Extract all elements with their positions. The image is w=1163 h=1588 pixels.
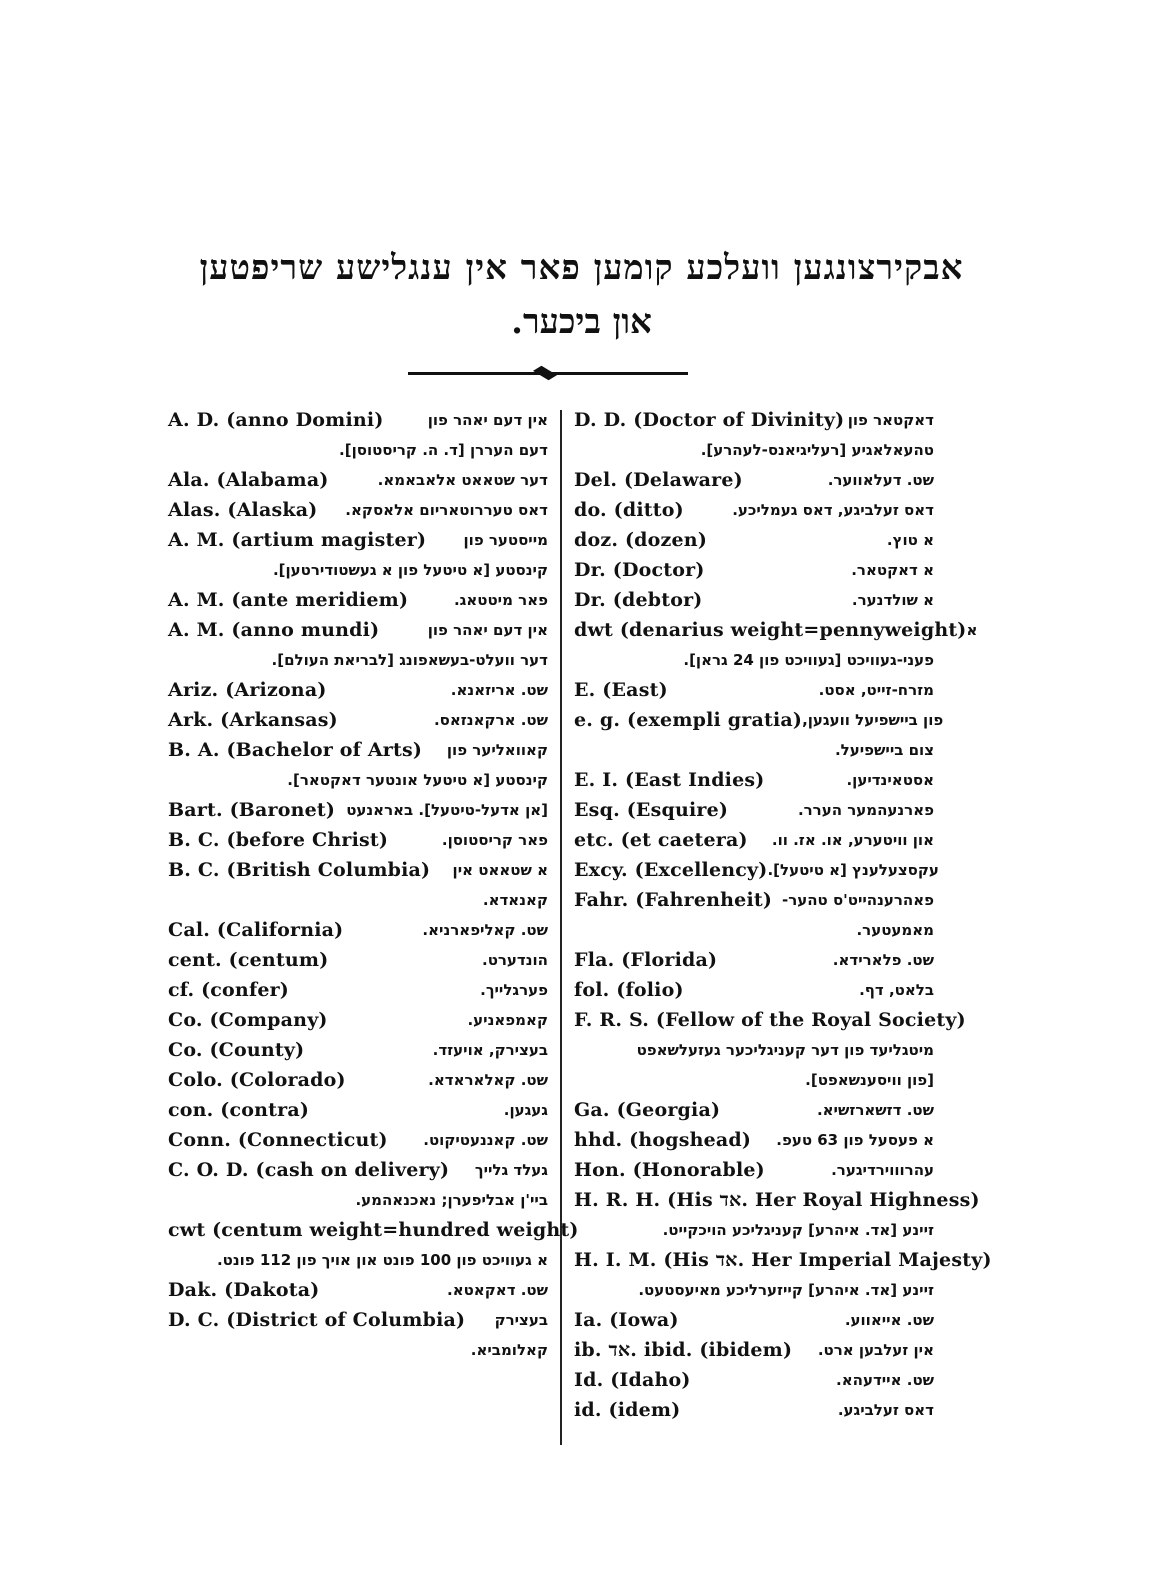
abbreviation-entry — [574, 885, 934, 945]
abbreviation-entry — [168, 615, 548, 675]
yiddish-definition: פון ביישפיעל וועגען, — [802, 711, 944, 729]
abbreviation-entry — [574, 585, 934, 615]
abbreviation-entry — [574, 855, 939, 885]
abbreviation-term: Conn. (Connecticut) — [168, 1129, 388, 1151]
yiddish-definition: בלאט, דף. — [859, 981, 934, 999]
entry-line — [574, 615, 978, 645]
abbreviation-entry — [168, 945, 548, 975]
abbreviation-term: B. A. (Bachelor of Arts) — [168, 739, 423, 761]
definition-continuation: קאנאדא. — [482, 891, 548, 909]
entry-line — [574, 795, 934, 825]
entry-line — [168, 1035, 548, 1065]
entry-line — [168, 585, 548, 615]
abbreviation-term: A. M. (ante meridiem) — [168, 589, 409, 611]
abbreviation-term: Ia. (Iowa) — [574, 1309, 679, 1331]
abbreviation-term: hhd. (hogshead) — [574, 1129, 752, 1151]
abbreviation-term: Cal. (California) — [168, 919, 344, 941]
definition-continuation: מיטגליעד פון דער קעניגליכער געזעלשאפט — [636, 1041, 934, 1059]
abbreviation-term: ib. אד. ibid. (ibidem) — [574, 1338, 793, 1361]
yiddish-definition: שט. פלארידא. — [832, 951, 934, 969]
entry-line — [574, 1365, 934, 1395]
abbreviation-term: do. (ditto) — [574, 499, 684, 521]
left-column — [168, 405, 579, 1365]
rule-diamond-ornament — [533, 366, 557, 380]
abbreviation-term: E. (East) — [574, 679, 668, 701]
yiddish-definition: שט. קאלאראדא. — [428, 1071, 548, 1089]
abbreviation-term: Del. (Delaware) — [574, 469, 743, 491]
yiddish-definition: און וויטערע, או. אז. וו. — [771, 831, 934, 849]
entry-line — [574, 765, 934, 795]
abbreviation-entry — [574, 945, 934, 975]
abbreviation-entry — [574, 1335, 934, 1365]
abbreviation-term: B. C. (British Columbia) — [168, 859, 431, 881]
entry-line — [574, 1125, 934, 1155]
abbreviation-term: Hon. (Honorable) — [574, 1159, 765, 1181]
yiddish-definition: אסטאינדיען. — [846, 771, 934, 789]
definition-continuation: טהעאלאגיע [רעליגיאנס-לעהרע]. — [700, 441, 934, 459]
yiddish-definition: שט. דעלאווער. — [827, 471, 934, 489]
yiddish-definition: פאר קריסטוסן. — [441, 831, 548, 849]
abbreviation-entry — [168, 735, 548, 795]
abbreviation-term: H. R. H. (His אד. Her Royal Highness) — [574, 1188, 980, 1211]
abbreviation-entry — [168, 585, 548, 615]
definition-continuation: קינסטע [א טיטעל אונטער דאקטאר]. — [287, 771, 548, 789]
page-title: אבקירצונגען וועלכע קומען פאר אין ענגלישע שריפטען — [199, 248, 964, 288]
entry-line — [574, 1095, 934, 1125]
definition-continuation: א געוויכט פון 100 פונט און אויך פון 112 פונט. — [216, 1251, 548, 1269]
yiddish-definition: פאר מיטטאג. — [453, 591, 548, 609]
abbreviation-term: Ariz. (Arizona) — [168, 679, 327, 701]
abbreviation-entry — [574, 405, 934, 465]
entry-line — [574, 1185, 980, 1215]
entry-line — [574, 825, 934, 855]
definition-continuation: זיינע [אד. איהרע] קייזערליכע מאיעסטעט. — [638, 1281, 934, 1299]
yiddish-definition: דאס זעלביגע. — [837, 1401, 934, 1419]
entry-line — [168, 1155, 548, 1185]
definition-continuation: פעני-געוויכט [געוויכט פון 24 גראן]. — [683, 651, 934, 669]
entry-line — [168, 1095, 548, 1125]
abbreviation-entry — [168, 975, 548, 1005]
abbreviation-term: B. C. (before Christ) — [168, 829, 389, 851]
yiddish-definition: א שולדנער. — [851, 591, 934, 609]
entry-line — [168, 945, 548, 975]
yiddish-definition: שט. אייאווע. — [844, 1311, 934, 1329]
entry-line — [168, 705, 548, 735]
abbreviation-entry — [574, 555, 934, 585]
abbreviation-entry — [168, 825, 548, 855]
yiddish-definition: עהרוווירדיגער. — [831, 1161, 934, 1179]
abbreviation-term: Dak. (Dakota) — [168, 1279, 320, 1301]
abbreviation-entry — [574, 1005, 966, 1095]
abbreviation-term: Excy. (Excellency) — [574, 859, 768, 881]
entry-line — [574, 525, 934, 555]
abbreviation-entry — [168, 525, 548, 585]
yiddish-definition: שט. איידעהא. — [836, 1371, 934, 1389]
yiddish-definition: שט. ארקאנזאס. — [433, 711, 548, 729]
abbreviation-term: C. O. D. (cash on delivery) — [168, 1159, 450, 1181]
abbreviation-term: Colo. (Colorado) — [168, 1069, 346, 1091]
yiddish-definition: פערגלייך. — [480, 981, 548, 999]
abbreviation-entry — [168, 1275, 548, 1305]
abbreviation-entry — [168, 915, 548, 945]
yiddish-definition: געגען. — [503, 1101, 548, 1119]
entry-line — [168, 1065, 548, 1095]
abbreviation-term: E. I. (East Indies) — [574, 769, 765, 791]
abbreviation-term: H. I. M. (His אד. Her Imperial Majesty) — [574, 1248, 992, 1271]
yiddish-definition: אין דעם יאהר פון — [427, 411, 548, 429]
yiddish-definition: בעצירק — [494, 1311, 548, 1329]
abbreviation-term: Ala. (Alabama) — [168, 469, 329, 491]
entry-line — [168, 735, 548, 765]
abbreviation-entry — [168, 1155, 548, 1215]
abbreviation-term: dwt (denarius weight=pennyweight) — [574, 619, 967, 641]
yiddish-definition: אין זעלבען ארט. — [817, 1341, 934, 1359]
yiddish-definition: א טוץ. — [886, 531, 934, 549]
definition-continuation: דעם העררן [ד. ה. קריסטוסן]. — [339, 441, 548, 459]
ornamental-rule — [408, 372, 688, 375]
abbreviation-term: doz. (dozen) — [574, 529, 708, 551]
abbreviation-entry — [168, 1005, 548, 1035]
abbreviation-term: Ga. (Georgia) — [574, 1099, 721, 1121]
abbreviation-entry — [168, 1125, 548, 1155]
abbreviation-term: Fahr. (Fahrenheit) — [574, 889, 773, 911]
entry-line — [574, 1305, 934, 1335]
entry-line — [168, 825, 548, 855]
abbreviation-entry — [574, 1245, 992, 1305]
yiddish-definition: א פעסעל פון 63 טעפ. — [776, 1131, 934, 1149]
abbreviation-entry — [168, 705, 548, 735]
column-divider — [560, 410, 562, 1445]
entry-line — [168, 1275, 548, 1305]
abbreviation-term: con. (contra) — [168, 1099, 310, 1121]
abbreviation-term: Bart. (Baronet) — [168, 799, 336, 821]
abbreviation-entry — [574, 1365, 934, 1395]
yiddish-definition: פארנעהמער הערר. — [797, 801, 934, 819]
abbreviation-term: A. M. (artium magister) — [168, 529, 427, 551]
entry-line — [168, 855, 548, 885]
abbreviation-term: Co. (Company) — [168, 1009, 328, 1031]
yiddish-definition: מייסטער פון — [463, 531, 548, 549]
entry-line — [574, 855, 939, 885]
abbreviation-term: Alas. (Alaska) — [168, 499, 318, 521]
entry-line — [168, 1215, 579, 1245]
abbreviation-term: A. M. (anno mundi) — [168, 619, 380, 641]
entry-line — [574, 1335, 934, 1365]
abbreviation-term: Fla. (Florida) — [574, 949, 718, 971]
yiddish-definition: בעצירק, אויעזד. — [432, 1041, 548, 1059]
abbreviation-entry — [574, 675, 934, 705]
entry-line — [574, 945, 934, 975]
abbreviation-entry — [574, 705, 944, 765]
yiddish-definition: דער שטאאט אלאבאמא. — [377, 471, 548, 489]
yiddish-definition: שט. דזשארזשיא. — [816, 1101, 934, 1119]
entry-line — [168, 615, 548, 645]
entry-line — [168, 465, 548, 495]
abbreviation-entry — [168, 495, 548, 525]
definition-continuation: קינסטע [א טיטעל פון א געשטודירטען]. — [272, 561, 548, 579]
yiddish-definition: געלד גלייך — [474, 1161, 548, 1179]
yiddish-definition: [אן אדעל-טיטעל]. באראנעט — [346, 801, 548, 819]
abbreviation-entry — [574, 1125, 934, 1155]
entry-line — [574, 885, 934, 915]
abbreviation-term: Ark. (Arkansas) — [168, 709, 338, 731]
definition-continuation: מאמעטער. — [856, 921, 934, 939]
yiddish-definition: דאס טעררוטאריום אלאסקא. — [345, 501, 548, 519]
entry-line — [168, 675, 548, 705]
abbreviation-term: etc. (et caetera) — [574, 829, 748, 851]
abbreviation-entry — [168, 795, 548, 825]
entry-line — [574, 975, 934, 1005]
definition-continuation: צום ביישפיעל. — [834, 741, 934, 759]
entry-line — [574, 555, 934, 585]
abbreviation-entry — [574, 975, 934, 1005]
abbreviation-term: cf. (confer) — [168, 979, 290, 1001]
yiddish-definition: א — [966, 621, 978, 639]
abbreviation-entry — [574, 615, 978, 675]
definition-continuation: קאלומביא. — [470, 1341, 548, 1359]
abbreviation-term: A. D. (anno Domini) — [168, 409, 384, 431]
abbreviation-entry — [574, 1395, 934, 1425]
entry-line — [574, 1005, 966, 1035]
abbreviation-entry — [168, 855, 548, 915]
abbreviation-term: Co. (County) — [168, 1039, 305, 1061]
abbreviation-entry — [168, 1215, 579, 1275]
abbreviation-term: Dr. (debtor) — [574, 589, 703, 611]
entry-line — [574, 705, 944, 735]
entry-line — [168, 1005, 548, 1035]
yiddish-definition: אין דעם יאהר פון — [427, 621, 548, 639]
definition-continuation: דער וועלט-בעשאפונג [לבריאת העולם]. — [271, 651, 548, 669]
abbreviation-entry — [574, 1185, 980, 1245]
abbreviation-term: D. C. (District of Columbia) — [168, 1309, 466, 1331]
entry-line — [168, 915, 548, 945]
abbreviation-entry — [168, 465, 548, 495]
entry-line — [168, 1125, 548, 1155]
abbreviation-term: Esq. (Esquire) — [574, 799, 729, 821]
yiddish-definition: א שטאאט אין — [452, 861, 548, 879]
definition-continuation: ביי'ן אבליפערן; נאכנאהמע. — [355, 1191, 548, 1209]
yiddish-definition: קאמפאניע. — [467, 1011, 548, 1029]
abbreviation-entry — [574, 1155, 934, 1185]
yiddish-definition: מזרח-זייט, אסט. — [818, 681, 934, 699]
page-title-line-2: און ביכער. — [511, 302, 652, 342]
yiddish-definition: שט. אריזאנא. — [450, 681, 548, 699]
abbreviation-term: id. (idem) — [574, 1399, 681, 1421]
abbreviation-entry — [574, 525, 934, 555]
entry-line — [168, 525, 548, 555]
abbreviation-entry — [168, 1305, 548, 1365]
entry-line — [574, 405, 934, 435]
yiddish-definition: עקסצעלענץ [א טיטעל]. — [767, 861, 939, 879]
yiddish-definition: דאס זעלביגע, דאס געמליכע. — [732, 501, 934, 519]
definition-continuation: זיינע [אד. איהרע] קעניגליכע הויכקייט. — [662, 1221, 934, 1239]
entry-line — [168, 405, 548, 435]
entry-line — [574, 1245, 992, 1275]
abbreviation-term: Dr. (Doctor) — [574, 559, 705, 581]
abbreviation-entry — [574, 495, 934, 525]
entry-line — [574, 465, 934, 495]
yiddish-definition: פאהרענהייט'ס טהער- — [782, 891, 934, 909]
yiddish-definition: הונדערט. — [482, 951, 548, 969]
definition-continuation: [פון וויסענשאפט]. — [805, 1071, 934, 1089]
abbreviation-entry — [574, 825, 934, 855]
abbreviation-entry — [574, 465, 934, 495]
entry-line — [168, 975, 548, 1005]
abbreviation-term: cwt (centum weight=hundred weight) — [168, 1219, 579, 1241]
abbreviation-entry — [168, 675, 548, 705]
entry-line — [574, 1395, 934, 1425]
abbreviation-term: F. R. S. (Fellow of the Royal Society) — [574, 1009, 966, 1031]
entry-line — [168, 1305, 548, 1335]
abbreviation-term: D. D. (Doctor of Divinity) — [574, 409, 845, 431]
abbreviation-term: fol. (folio) — [574, 979, 684, 1001]
yiddish-definition: קאוואליער פון — [446, 741, 548, 759]
abbreviation-entry — [168, 1095, 548, 1125]
abbreviation-entry — [168, 1035, 548, 1065]
abbreviation-entry — [574, 765, 934, 795]
abbreviation-entry — [168, 1065, 548, 1095]
abbreviation-entry — [574, 795, 934, 825]
abbreviation-term: Id. (Idaho) — [574, 1369, 691, 1391]
yiddish-definition: שט. קאליפארניא. — [422, 921, 548, 939]
abbreviation-term: e. g. (exempli gratia) — [574, 709, 803, 731]
yiddish-definition: שט. קאננעטיקוט. — [423, 1131, 548, 1149]
yiddish-definition: א דאקטאר. — [851, 561, 934, 579]
entry-line — [574, 585, 934, 615]
abbreviation-entry — [168, 405, 548, 465]
abbreviation-term: cent. (centum) — [168, 949, 329, 971]
abbreviation-entry — [574, 1095, 934, 1125]
entry-line — [574, 675, 934, 705]
entry-line — [168, 495, 548, 525]
yiddish-definition: שט. דאקאטא. — [447, 1281, 548, 1299]
yiddish-definition: דאקטאר פון — [847, 411, 934, 429]
entry-line — [574, 1155, 934, 1185]
entry-line — [168, 795, 548, 825]
abbreviation-entry — [574, 1305, 934, 1335]
right-column — [574, 405, 992, 1425]
entry-line — [574, 495, 934, 525]
